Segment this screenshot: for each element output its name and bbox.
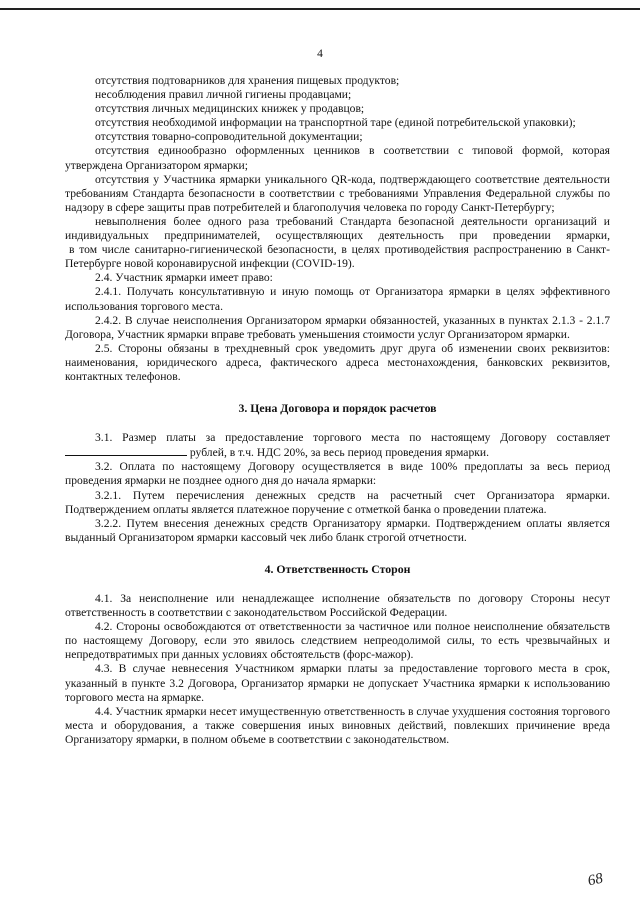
page-number: 4 — [317, 48, 323, 60]
clause-4-4: 4.4. Участник ярмарки несет имущественную ответственность в случае ухудшения состояния торгового места и оборудования, а также совершения иных виновных действий, повлекших причинение вреда Организатору ярмарки, в полном объеме в соответствии с законодательством. — [65, 704, 610, 746]
clause-3-2-2: 3.2.2. Путем внесения денежных средств Организатору ярмарки. Подтверждением оплаты является выданный Организатором ярмарки кассовый чек либо бланк строгой отчетности. — [65, 516, 610, 544]
document-body — [65, 74, 610, 747]
clause-3-1-end: рублей, в т.ч. НДС 20%, за весь период проведения ярмарки. — [189, 446, 489, 460]
handwritten-page-number: 68 — [586, 870, 605, 890]
list-item: отсутствия личных медицинских книжек у продавцов; — [95, 102, 365, 116]
list-item: отсутствия у Участника ярмарки уникального QR-кода, подтверждающего соответствие деятельности требованиям Стандарта безопасности в соответствии с требованиями Управления Федеральной службы по надзору в сфере защиты прав потребителей и благополучия человека по городу Санкт-Петербургу; — [65, 172, 610, 214]
section-3-title: 3. Цена Договора и порядок расчетов — [238, 401, 437, 416]
list-item: отсутствия необходимой информации на транспортной таре (единой потребительской упаковки); — [95, 116, 576, 130]
clause-3-2-1: 3.2.1. Путем перечисления денежных средств на расчетный счет Организатора ярмарки. Подтверждением оплаты является платежное поручение с отметкой банка о проведении платежа. — [65, 488, 610, 516]
top-scan-border — [0, 8, 640, 10]
clause-2-5: 2.5. Стороны обязаны в трехдневный срок уведомить друг друга об изменении своих реквизитов: наименования, юридического адреса, фактического адреса местонахождения, банковских реквизитов, контактных телефонов. — [65, 341, 610, 383]
clause-3-1-start: 3.1. Размер платы за предоставление торгового места по настоящему Договору составляет — [95, 431, 610, 445]
amount-blank — [65, 445, 187, 456]
clause-4-2: 4.2. Стороны освобождаются от ответственности за частичное или полное неисполнение обязательств по настоящему Договору, если это явилось следствием непреодолимой силы, то есть чрезвычайных и непредотвратимых при данных условиях обстоятельств (форс-мажор). — [65, 620, 610, 662]
list-item: отсутствия подтоварников для хранения пищевых продуктов; — [95, 74, 400, 87]
clause-3-2: 3.2. Оплата по настоящему Договору осуществляется в виде 100% предоплаты за весь период проведения ярмарки не позднее одного дня до начала ярмарки: — [65, 460, 610, 488]
list-item: отсутствия единообразно оформленных ценников в соответствии с типовой формой, которая утверждена Организатором ярмарки; — [65, 144, 610, 172]
clause-2-4-2: 2.4.2. В случае неисполнения Организатором ярмарки обязанностей, указанных в пунктах 2.1.3 - 2.1.7 Договора, Участник ярмарки вправе требовать уменьшения стоимости услуг Организатором ярмарки. — [65, 313, 610, 341]
clause-2-4-1: 2.4.1. Получать консультативную и иную помощь от Организатора ярмарки в целях эффективного использования торгового места. — [65, 285, 610, 313]
list-item: отсутствия товарно-сопроводительной документации; — [95, 130, 363, 144]
clause-4-1: 4.1. За неисполнение или ненадлежащее исполнение обязательств по договору Стороны несут ответственность в соответствии с законодательством Российской Федерации. — [65, 592, 610, 620]
clause-2-4: 2.4. Участник ярмарки имеет право: — [95, 271, 273, 285]
list-item: в том числе санитарно-гигиенической безопасности, в целях противодействия распространению в Санкт-Петербурге новой коронавирусной инфекции (COVID-19). — [65, 243, 610, 271]
section-4-title: 4. Ответственность Сторон — [264, 561, 411, 576]
clause-4-3: 4.3. В случае невнесения Участником ярмарки платы за предоставление торгового места в срок, указанный в пункте 3.2 Договора, Организатор ярмарки не допускает Участника ярмарки к использованию торгового места на ярмарке. — [65, 662, 610, 704]
list-item: несоблюдения правил личной гигиены продавцами; — [95, 88, 352, 102]
clause-3-1 — [65, 431, 610, 460]
list-item: невыполнения более одного раза требований Стандарта безопасной деятельности организаций и индивидуальных предпринимателей, осуществляющих деятельность при проведении ярмарки, — [65, 214, 610, 243]
